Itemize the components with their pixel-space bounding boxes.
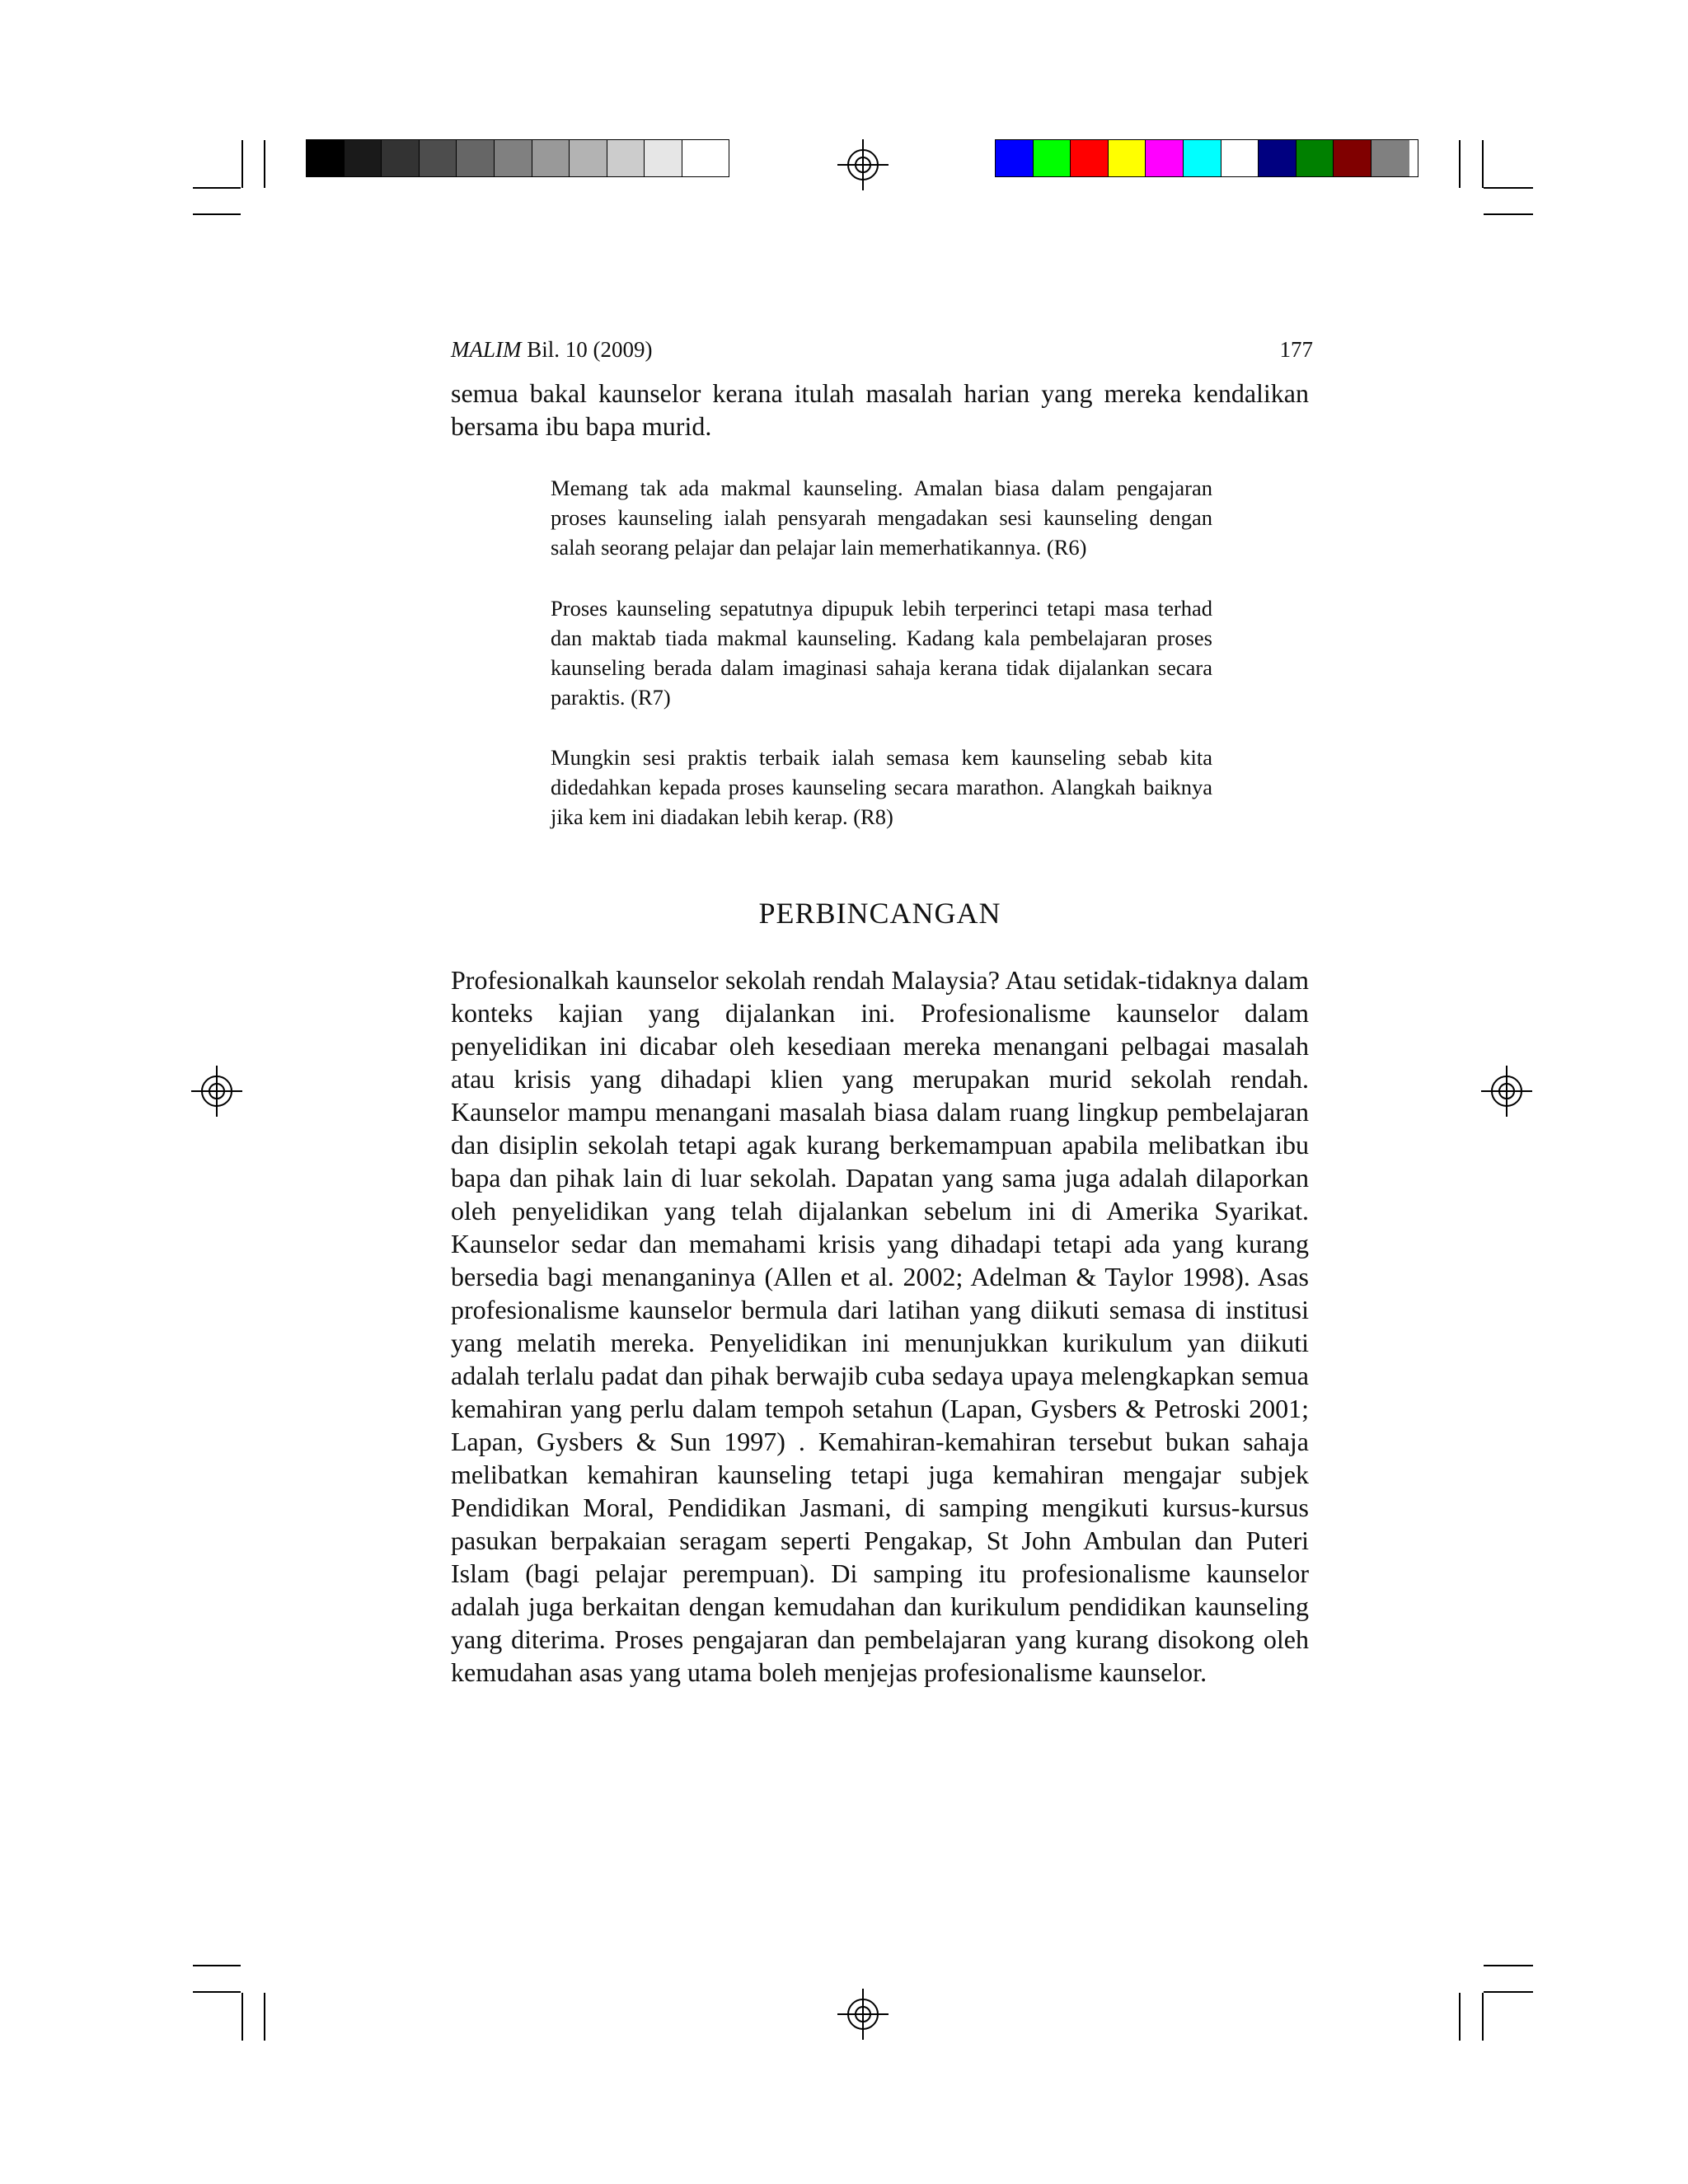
color-swatch	[645, 140, 682, 176]
color-swatch	[1221, 140, 1259, 176]
quote-r8: Mungkin sesi praktis terbaik ialah semasa kem kaunseling sebab kita didedahkan kepada proses kaunseling secara marathon. Alangkah baiknya jika kem ini diadakan lebih kerap. (R8)	[551, 745, 1212, 829]
section-heading: PERBINCANGAN	[758, 897, 1001, 930]
color-swatch	[382, 140, 420, 176]
color-swatch	[345, 140, 382, 176]
crop-mark	[193, 187, 241, 189]
crop-mark	[193, 1965, 241, 1966]
color-swatch	[1034, 140, 1071, 176]
color-swatch	[607, 140, 645, 176]
crop-mark	[241, 140, 243, 188]
crop-mark	[241, 1993, 243, 2041]
color-swatch	[532, 140, 570, 176]
color-swatch	[457, 140, 495, 176]
running-header	[451, 337, 1313, 363]
crop-mark	[193, 1991, 241, 1993]
color-swatch	[1184, 140, 1221, 176]
crop-mark	[1459, 140, 1461, 188]
quote-r6: Memang tak ada makmal kaunseling. Amalan biasa dalam pengajaran proses kaunseling ialah pensyarah mengadakan sesi kaunseling dengan salah seorang pelajar dan pelajar lain memerhatikannya. (R6)	[551, 476, 1212, 560]
color-swatch	[570, 140, 607, 176]
crop-mark	[1482, 1993, 1484, 2041]
registration-target-icon	[837, 1989, 889, 2040]
page-number: 177	[1279, 337, 1313, 362]
color-swatch	[420, 140, 457, 176]
crop-mark	[264, 140, 265, 188]
crop-mark	[1484, 213, 1533, 215]
color-swatch	[1259, 140, 1296, 176]
grayscale-calibration-bar	[306, 139, 729, 177]
crop-mark	[1484, 187, 1533, 189]
crop-mark	[1484, 1965, 1533, 1966]
crop-mark	[193, 213, 241, 215]
color-swatch	[1334, 140, 1372, 176]
color-swatch	[495, 140, 532, 176]
color-swatch	[996, 140, 1034, 176]
crop-mark	[1484, 1991, 1533, 1993]
registration-target-icon	[837, 139, 889, 190]
crop-mark	[264, 1993, 265, 2041]
crop-mark	[1459, 1993, 1461, 2041]
registration-target-icon	[1481, 1066, 1532, 1117]
discussion-paragraph: Profesionalkah kaunselor sekolah rendah Malaysia? Atau setidak-tidaknya dalam konteks kajian yang dijalankan ini. Profesionalisme kaunselor dalam penyelidikan ini dicabar oleh kesediaan mereka menangani pelbagai masalah atau krisis yang dihadapi klien yang merupakan murid sekolah rendah. Kaunselor mampu menangani masalah biasa dalam ruang lingkup pembelajaran dan disiplin sekolah tetapi agak kurang berkemampuan apabila melibatkan ibu bapa dan pihak lain di luar sekolah. Dapatan yang sama juga adalah dilaporkan oleh penyelidikan yang telah dijalankan sebelum ini di Amerika Syarikat. Kaunselor sedar dan memahami krisis yang dihadapi tetapi ada yang kurang bersedia bagi menanganinya (Allen et al. 2002; Adelman & Taylor 1998). Asas profesionalisme kaunselor bermula dari latihan yang diikuti semasa di institusi yang melatih mereka. Penyelidikan ini menunjukkan kurikulum yan diikuti adalah terlalu padat dan pihak berwajib cuba sedaya upaya melengkapkan semua kemahiran yang perlu dalam tempoh setahun (Lapan, Gysbers & Petroski 2001; Lapan, Gysbers & Sun 1997) . Kemahiran-kemahiran tersebut bukan sahaja melibatkan kemahiran kaunseling tetapi juga kemahiran mengajar subjek Pendidikan Moral, Pendidikan Jasmani, di samping mengikuti kursus-kursus pasukan berpakaian seragam seperti Pengakap, St John Ambulan dan Puteri Islam (bagi pelajar perempuan). Di samping itu profesionalisme kaunselor adalah juga berkaitan dengan kemudahan dan kurikulum pendidikan kaunseling yang diterima. Proses pengajaran dan pembelajaran yang kurang disokong oleh kemudahan asas yang utama boleh menjejas profesionalisme kaunselor.	[451, 965, 1309, 1687]
registration-target-icon	[191, 1066, 242, 1117]
quote-r7: Proses kaunseling sepatutnya dipupuk lebih terperinci tetapi masa terhad dan maktab tiada makmal kaunseling. Kadang kala pembelajaran proses kaunseling berada dalam imaginasi sahaja kerana tidak dijalankan secara paraktis. (R7)	[551, 596, 1212, 710]
color-swatch	[1109, 140, 1146, 176]
color-swatch	[1146, 140, 1184, 176]
color-swatch	[307, 140, 345, 176]
intro-paragraph: semua bakal kaunselor kerana itulah masalah harian yang mereka kendalikan bersama ibu bapa murid.	[451, 378, 1309, 441]
crop-mark	[1482, 140, 1484, 188]
journal-issue: Bil. 10 (2009)	[527, 337, 653, 362]
journal-title: MALIM	[451, 337, 522, 362]
color-swatch	[682, 140, 720, 176]
color-swatch	[1071, 140, 1109, 176]
color-swatch	[1372, 140, 1409, 176]
color-calibration-bar	[995, 139, 1418, 177]
color-swatch	[1296, 140, 1334, 176]
